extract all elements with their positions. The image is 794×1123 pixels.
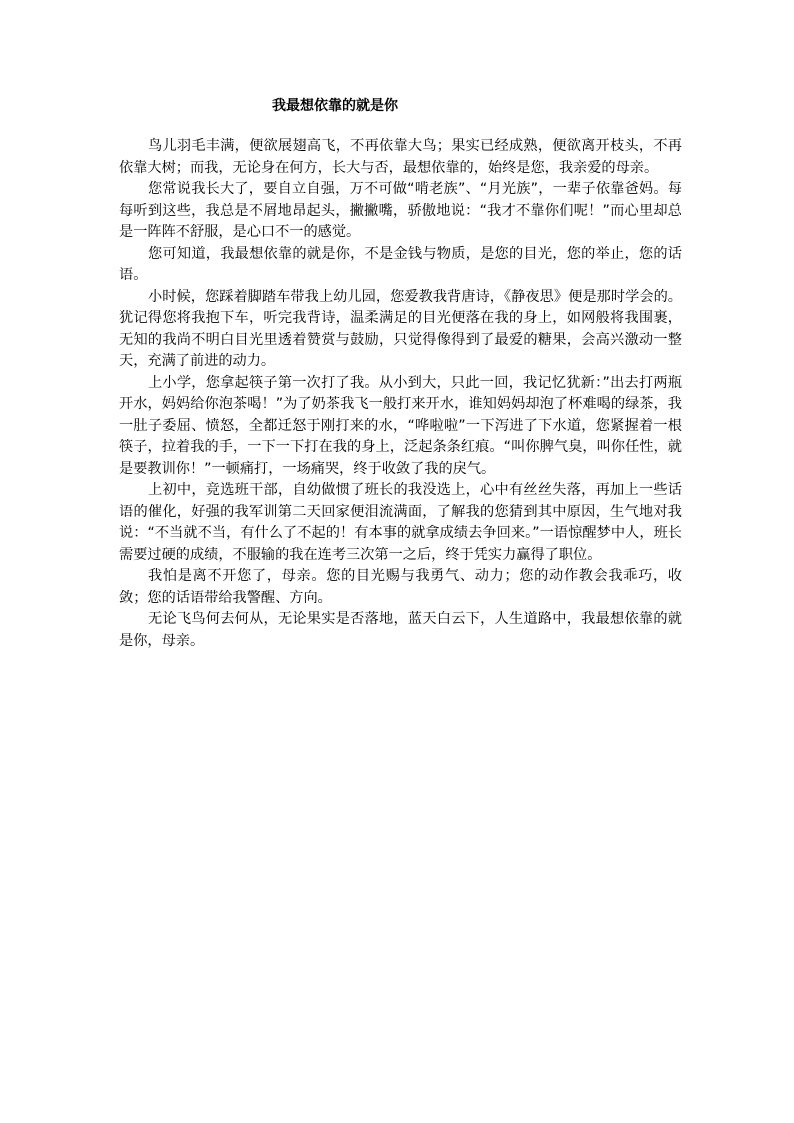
paragraph: 鸟儿羽毛丰满，便欲展翅高飞，不再依靠大鸟；果实已经成熟，便欲离开枝头，不再依靠大树；而我，无论身在何方，长大与否，最想依靠的，始终是您，我亲爱的母亲。 [119, 138, 682, 176]
paragraph: 无论飞鸟何去何从，无论果实是否落地，蓝天白云下，人生道路中，我最想依靠的就是你，母亲。 [119, 611, 682, 649]
document-title: 我最想依靠的就是你 [272, 98, 398, 114]
paragraph: 我怕是离不开您了，母亲。您的目光赐与我勇气、动力；您的动作教会我乖巧，收敛；您的话语带给我警醒、方向。 [119, 568, 682, 606]
paragraph: 上初中，竞选班干部，自幼做惯了班长的我没选上，心中有丝丝失落，再加上一些话语的催化，好强的我军训第二天回家便泪流满面，了解我的您猜到其中原因，生气地对我说：“不当就不当，有什么了不起的！有本事的就拿成绩去争回来。”一语惊醒梦中人，班长需要过硬的成绩，不服输的我在连考三次第一之后，终于凭实力赢得了职位。 [119, 482, 682, 563]
paragraph: 小时候，您踩着脚踏车带我上幼儿园，您爱教我背唐诗，《静夜思》便是那时学会的。犹记得您将我抱下车，听完我背诗，温柔满足的目光便落在我的身上，如网般将我围裹，无知的我尚不明白目光里透着赞赏与鼓励，只觉得像得到了最爱的糖果，会高兴激动一整天，充满了前进的动力。 [119, 288, 682, 369]
document-body [119, 136, 682, 652]
paragraph: 您可知道，我最想依靠的就是你，不是金钱与物质，是您的目光，您的举止，您的话语。 [119, 245, 682, 283]
paragraph: 您常说我长大了，要自立自强，万不可做“啃老族”、“月光族”，一辈子依靠爸妈。每每听到这些，我总是不屑地昂起头，撇撇嘴，骄傲地说：“我才不靠你们呢！”而心里却总是一阵阵不舒服，是心口不一的感觉。 [119, 181, 682, 240]
paragraph: 上小学，您拿起筷子第一次打了我。从小到大，只此一回，我记忆犹新：”出去打两瓶开水，妈妈给你泡茶喝！”为了奶茶我飞一般打来开水，谁知妈妈却泡了杯难喝的绿茶，我一肚子委屈、愤怒，全都迁怒于刚打来的水，“哗啦啦”一下泻进了下水道，您紧握着一根筷子，拉着我的手，一下一下打在我的身上，泛起条条红痕。“叫你脾气臭，叫你任性，就是要教训你！”一顿痛打，一场痛哭，终于收敛了我的戾气。 [119, 374, 682, 477]
